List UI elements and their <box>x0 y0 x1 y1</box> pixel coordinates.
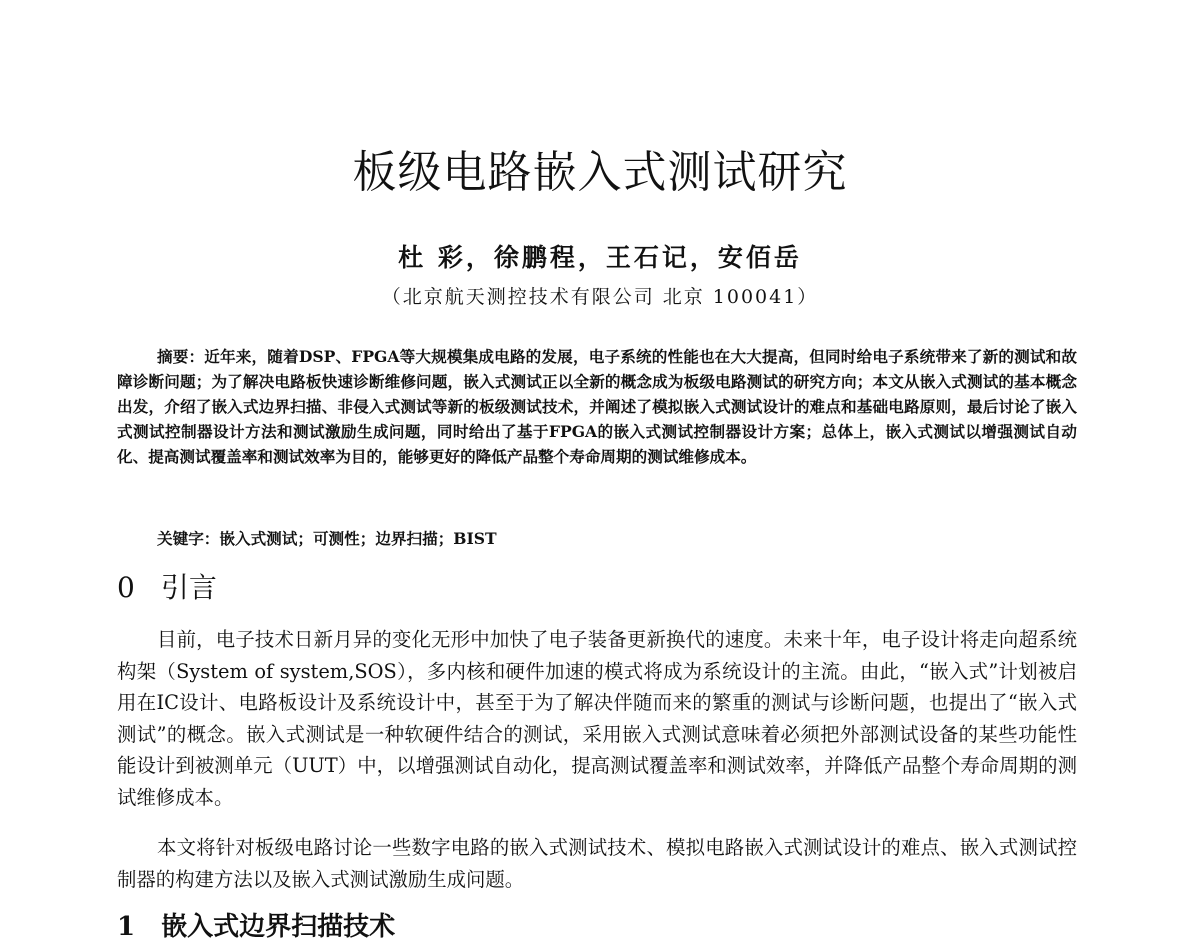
section-number: 0 <box>117 571 135 604</box>
affiliation: （北京航天测控技术有限公司 北京 100041） <box>381 286 819 308</box>
section-number: 1 <box>117 912 136 942</box>
author-list: 杜 彩，徐鹏程，王石记，安佰岳 <box>398 243 802 272</box>
abstract-label: 摘要： <box>157 347 205 366</box>
paper-title: 板级电路嵌入式测试研究 <box>352 147 848 198</box>
section-heading-boundary-scan <box>117 906 395 943</box>
abstract-text: 近年来，随着DSP、FPGA等大规模集成电路的发展，电子系统的性能也在大大提高，但同时给电子系统带来了新的测试和故障诊断问题；为了解决电路板快速诊断维修问题，嵌入式测试正以全新的概念成为板级电路测试的研究方向；本文从嵌入式测试的基本概念出发，介绍了嵌入式边界扫描、非侵入式测试等新的板级测试技术，并阐述了模拟嵌入式测试设计的难点和基础电路原则，最后讨论了嵌入式测试控制器设计方法和测试激励生成问题，同时给出了基于FPGA的嵌入式测试控制器设计方案；总体上，嵌入式测试以增强测试自动化、提高测试覆盖率和测试效率为目的，能够更好的降低产品整个寿命周期的测试维修成本。 <box>117 347 1077 466</box>
body-paragraph: 目前，电子技术日新月异的变化无形中加快了电子装备更新换代的速度。未来十年，电子设计将走向超系统构架（System of system,SOS），多内核和硬件加速的模式将成为系统设计的主流。由此，“嵌入式”计划被启用在IC设计、电路板设计及系统设计中，甚至于为了解决伴随而来的繁重的测试与诊断问题，也提出了“嵌入式测试”的概念。嵌入式测试是一种软硬件结合的测试，采用嵌入式测试意味着必须把外部测试设备的某些功能性能设计到被测单元（UUT）中，以增强测试自动化，提高测试覆盖率和测试效率，并降低产品整个寿命周期的测试维修成本。 <box>117 628 1077 809</box>
section-title: 嵌入式边界扫描技术 <box>161 912 396 942</box>
section-heading-introduction <box>117 566 217 606</box>
abstract <box>117 344 1077 469</box>
keywords-text: 嵌入式测试；可测性；边界扫描；BIST <box>219 529 497 548</box>
section-title: 引言 <box>160 571 217 604</box>
body-paragraph: 本文将针对板级电路讨论一些数字电路的嵌入式测试技术、模拟电路嵌入式测试设计的难点、嵌入式测试控制器的构建方法以及嵌入式测试激励生成问题。 <box>117 836 1077 891</box>
keywords <box>157 527 497 549</box>
keywords-label: 关键字： <box>157 529 220 548</box>
